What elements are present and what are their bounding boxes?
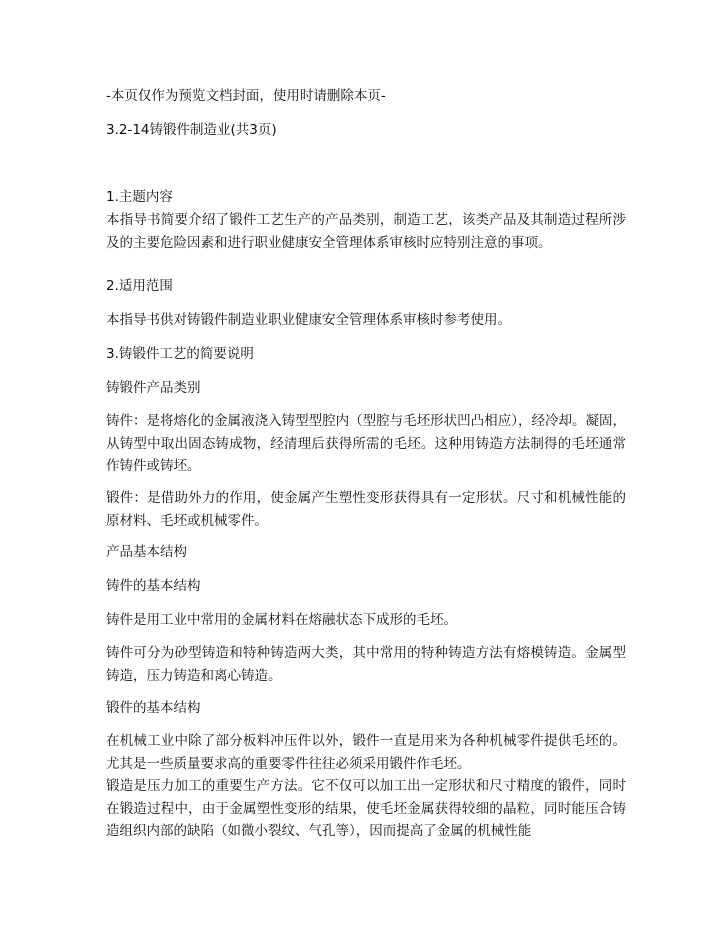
cover-note: -本页仅作为预览文档封面，使用时请删除本页-	[106, 88, 386, 104]
section-1-body: 本指导书简要介绍了锻件工艺生产的产品类别，制造工艺，该类产品及其制造过程所涉及的主要危险因素和进行职业健康安全管理体系审核时应特别注意的事项。	[106, 212, 626, 251]
section-1-heading: 1.主题内容	[106, 189, 173, 205]
section-2-heading: 2.适用范围	[106, 278, 173, 294]
casting-structure-heading: 铸件的基本结构	[106, 578, 201, 594]
section-2-body: 本指导书供对铸锻件制造业职业健康安全管理体系审核时参考使用。	[106, 312, 511, 328]
casting-definition: 铸件：是将熔化的金属液浇入铸型型腔内（型腔与毛坯形状凹凸相应），经冷却。凝固，从铸型中取出固态铸成物，经清理后获得所需的毛坯。这种用铸造方法制得的毛坯通常作铸件或铸坯。	[106, 413, 626, 474]
forging-structure-heading: 锻件的基本结构	[106, 700, 201, 716]
product-category-heading: 铸锻件产品类别	[106, 380, 201, 396]
casting-structure-paragraph-1: 铸件是用工业中常用的金属材料在熔融状态下成形的毛坯。	[106, 612, 457, 628]
section-3-heading: 3.铸锻件工艺的简要说明	[106, 346, 254, 362]
forging-definition: 锻件：是借助外力的作用，使金属产生塑性变形获得具有一定形状。尺寸和机械性能的原材料、毛坯或机械零件。	[106, 490, 626, 529]
forging-structure-paragraph-1: 在机械工业中除了部分板料冲压件以外，锻件一直是用来为各种机械零件提供毛坯的。尤其是一些质量要求高的重要零件往往必须采用锻件作毛坯。	[106, 733, 626, 772]
casting-structure-paragraph-2: 铸件可分为砂型铸造和特种铸造两大类，其中常用的特种铸造方法有熔模铸造。金属型铸造，压力铸造和离心铸造。	[106, 645, 626, 684]
document-title: 3.2-14铸锻件制造业(共3页)	[106, 122, 277, 138]
forging-structure-paragraph-2: 锻造是压力加工的重要生产方法。它不仅可以加工出一定形状和尺寸精度的锻件，同时在锻造过程中，由于金属塑性变形的结果，使毛坯金属获得较细的晶粒，同时能压合铸造组织内部的缺陷（如微小裂纹、气孔等），因而提高了金属的机械性能	[106, 778, 626, 839]
basic-structure-heading: 产品基本结构	[106, 544, 187, 560]
